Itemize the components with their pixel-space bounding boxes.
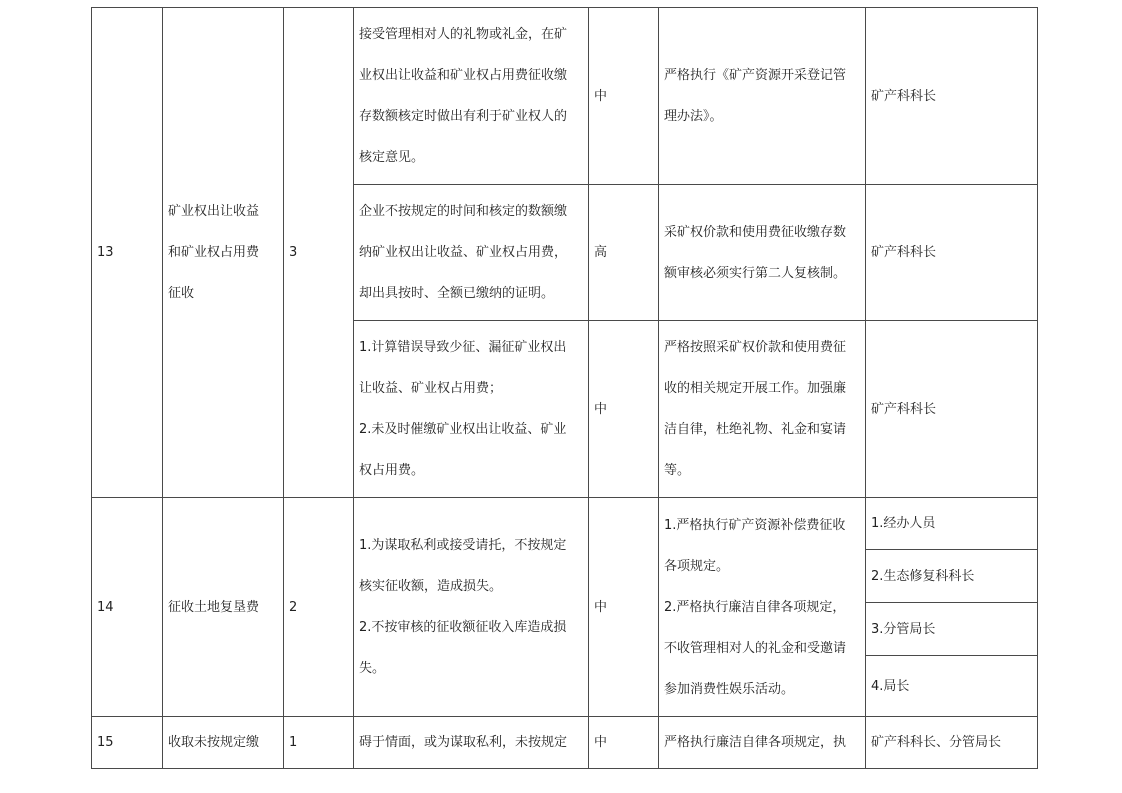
row13-risk3-level: 中 [594,401,608,417]
row14-count: 2 [289,599,298,615]
row15-responsible: 矿产科科长、分管局长 [871,735,1002,750]
row14-responsible-1: 1.经办人员 [871,516,936,531]
row14-responsible-3: 3.分管局长 [871,621,936,637]
row15-number: 15 [97,735,114,750]
row13-risk3-responsible: 矿产科科长 [871,401,937,417]
row13-risk1-responsible: 矿产科科长 [871,88,937,104]
row15-description: 碍于情面，或为谋取私利，未按规定 [359,735,568,750]
row15-item: 收取未按规定缴 [168,735,260,750]
row14-level: 中 [594,599,608,615]
row13-risk1-measure: 严格执行《矿产资源开采登记管 理办法》。 [664,68,847,124]
row13-risk2-description: 企业不按规定的时间和核定的数额缴 纳矿业权出让收益、矿业权占用费， 却出具按时、全额已缴纳的证明。 [359,204,568,301]
row13-risk3-description: 1.计算错误导致少征、漏征矿业权出 让收益、矿业权占用费； 2.未及时催缴矿业权出让收益、矿业 权占用费。 [359,340,567,478]
row13-risk2-measure: 采矿权价款和使用费征收缴存数 额审核必须实行第二人复核制。 [664,224,847,281]
row14-description: 1.为谋取私利或接受请托，不按规定 核实征收额，造成损失。 2.不按审核的征收额征收入库造成损 失。 [359,538,567,676]
row13-number: 13 [97,245,114,260]
row13-count: 3 [289,245,298,260]
row13-risk1-description: 接受管理相对人的礼物或礼金，在矿 业权出让收益和矿业权占用费征收缴 存数额核定时做出有利于矿业权人的 核定意见。 [359,27,568,165]
row14-number: 14 [97,599,114,615]
row13-risk2-level: 高 [594,245,608,260]
row13-risk2-responsible: 矿产科科长 [871,245,937,260]
row14-item: 征收土地复垦费 [168,599,260,615]
row15-level: 中 [594,735,608,750]
row13-risk1-level: 中 [594,88,608,104]
row13-risk3-measure: 严格按照采矿权价款和使用费征 收的相关规定开展工作。加强廉 洁自律，杜绝礼物、礼金和宴请 等。 [664,340,847,478]
row14-measure: 1.严格执行矿产资源补偿费征收 各项规定。 2.严格执行廉洁自律各项规定， 不收管理相对人的礼金和受邀请 参加消费性娱乐活动。 [664,517,847,697]
row15-count: 1 [289,735,298,750]
row13-item: 矿业权出让收益 和矿业权占用费 征收 [168,204,260,301]
row14-responsible-4: 4.局长 [871,678,910,694]
row15-measure: 严格执行廉洁自律各项规定，执 [664,735,847,750]
table-border-bottom [91,768,1038,769]
row14-responsible-2: 2.生态修复科科长 [871,568,975,584]
